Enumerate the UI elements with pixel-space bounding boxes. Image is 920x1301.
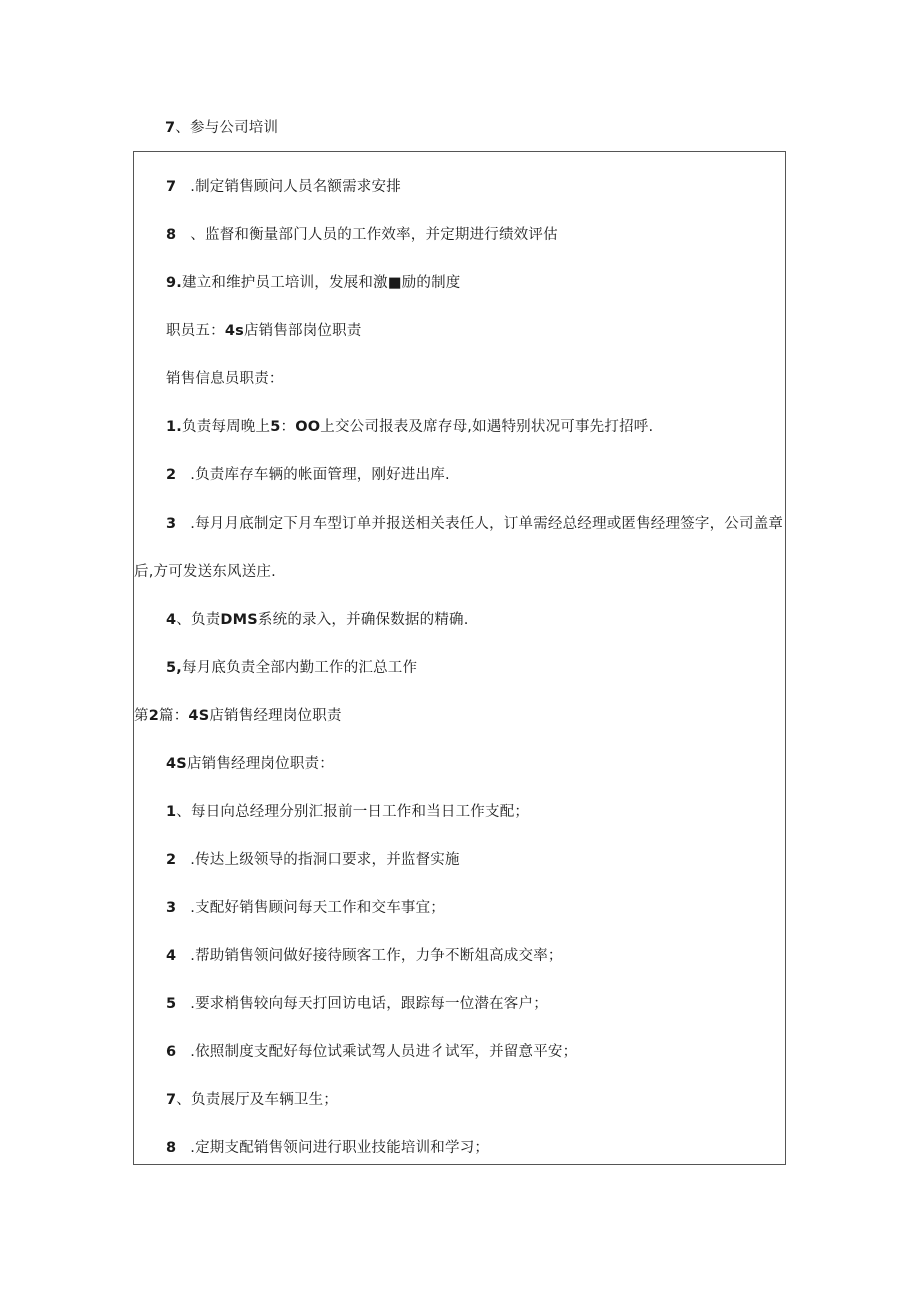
item-number: 9. (166, 275, 182, 291)
item-text: 、参与公司培训 (175, 120, 279, 136)
paragraph-participate-training (165, 118, 278, 138)
item-number: 3 (166, 516, 177, 532)
item-number: 7 (166, 179, 177, 195)
item-number: 4 (166, 612, 177, 628)
item-number: 1. (166, 419, 182, 435)
line-daily-report (166, 802, 529, 822)
line-convey-instructions (166, 850, 460, 870)
line-arrange-consultants (166, 898, 445, 918)
item-text: .帮助销售领问做好接待顾客工作，力争不断俎高成交率； (190, 948, 563, 964)
item-text-part: 、负责 (176, 612, 221, 628)
line-dms-entry (166, 610, 469, 630)
line-manager-duties-heading (166, 754, 334, 774)
item-number: 8 (166, 227, 177, 243)
item-text: 建立和维护员工培训，发展和激■励的制度 (182, 275, 461, 291)
heading-part: 店销售经理岗位职责 (209, 708, 342, 724)
heading-bold: 4S (188, 708, 210, 724)
item-text-bold: DMS (220, 612, 258, 628)
line-help-reception (166, 946, 563, 966)
item-text-part: ： (280, 419, 296, 435)
line-weekly-report (166, 417, 653, 437)
heading-text: 店销售部岗位职责 (243, 323, 362, 339)
item-text: 后,方可发送东风送庄. (134, 564, 276, 580)
line-section-heading-staff-five (166, 321, 362, 341)
line-test-drive (166, 1042, 577, 1062)
item-text-bold: 5 (270, 419, 281, 435)
heading-part: 篇： (159, 708, 189, 724)
item-text-bold: OO (295, 419, 321, 435)
item-number: 2 (166, 852, 177, 868)
line-sales-consultant-quota (166, 177, 401, 197)
item-text-part: 负责每周晚上 (182, 419, 271, 435)
line-showroom-hygiene (166, 1090, 338, 1110)
item-number: 8 (166, 1140, 177, 1156)
item-text: .传达上级领导的指洞口要求，并监督实施 (190, 852, 460, 868)
item-number: 2 (166, 467, 177, 483)
item-number: 3 (166, 900, 177, 916)
item-text: .依照制度支配好每位试乘试驾人员进彳试军，并留意平安； (190, 1044, 578, 1060)
heading-prefix: 职员五： (166, 323, 225, 339)
item-number: 7 (165, 120, 176, 136)
line-monthly-order-continued (134, 562, 276, 582)
heading-bold: 2 (148, 708, 159, 724)
line-supervise-efficiency (166, 225, 558, 245)
heading-bold: 4s (224, 323, 244, 339)
item-text: .要求梢售较向每天打回访电话，跟踪每一位潜在客户； (190, 996, 548, 1012)
item-number: 7 (166, 1092, 177, 1108)
item-text: .支配好销售顾问每天工作和交车事宜； (190, 900, 446, 916)
line-monthly-summary (166, 658, 417, 678)
item-number: 5, (166, 660, 182, 676)
item-number: 5 (166, 996, 177, 1012)
line-skill-training (166, 1138, 489, 1158)
item-text: .负责库存车辆的帐面管理，刚好进出库. (190, 467, 450, 483)
item-text: .每月月底制定下月车型订单并报送相关表任人，订单需经总经理或匿售经理签字，公司盖章 (190, 516, 784, 532)
item-text: 每月底负责全部内勤工作的汇总工作 (182, 660, 418, 676)
heading-part: 第 (134, 708, 149, 724)
item-number: 6 (166, 1044, 177, 1060)
item-text: .定期支配销售领问进行职业技能培训和学习； (190, 1140, 490, 1156)
heading-text: 销售信息员职责： (166, 371, 284, 387)
line-info-clerk-duties-heading (166, 369, 284, 389)
item-text: 、监督和衡量部门人员的工作效率，并定期进行绩效评估 (190, 227, 558, 243)
item-number: 1 (166, 804, 177, 820)
item-text: 、每日向总经理分别汇报前一日工作和当日工作支配； (176, 804, 530, 820)
item-text: 、负责展厅及车辆卫生； (176, 1092, 338, 1108)
heading-text: 店销售经理岗位职责： (186, 756, 334, 772)
item-text-part: 上交公司报表及席存母,如遇特别状况可事先打招呼. (320, 419, 654, 435)
item-text-part: 系统的录入，并确保数据的精确. (257, 612, 469, 628)
line-article-two-heading (134, 706, 342, 726)
line-monthly-order (166, 514, 783, 534)
line-inventory-management (166, 465, 450, 485)
item-text: .制定销售顾问人员名额需求安排 (190, 179, 401, 195)
item-number: 4 (166, 948, 177, 964)
line-follow-up-calls (166, 994, 548, 1014)
line-training-system (166, 273, 461, 293)
heading-bold: 4S (166, 756, 187, 772)
